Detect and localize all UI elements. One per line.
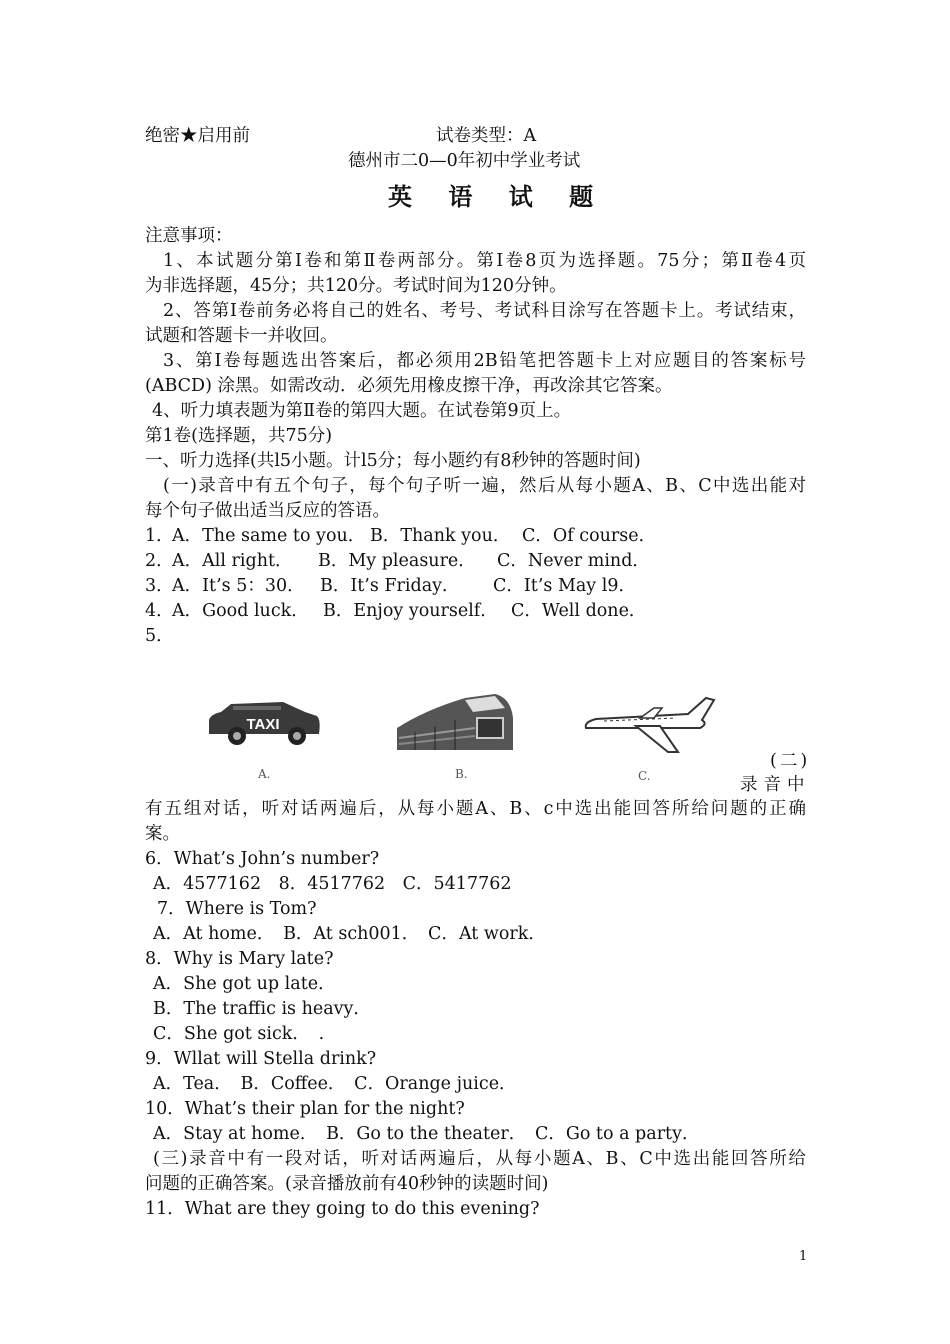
- q1-number: 1．: [145, 526, 174, 546]
- train-picture: [395, 688, 515, 752]
- q8-option-c: C．She got sick． .: [153, 1024, 325, 1044]
- q8-option-b: B．The traffic is heavy．: [153, 999, 371, 1019]
- sub2-label: (二): [770, 751, 811, 771]
- q10-question: 10．What’s their plan for the night?: [145, 1099, 465, 1119]
- part1-heading: 第1卷(选择题，共75分): [145, 426, 333, 446]
- q3-number: 3．: [145, 576, 174, 596]
- sub2-fragment: 录音中: [740, 775, 811, 795]
- q4-option-b: B．Enjoy yourself．: [323, 601, 498, 621]
- q6-options: A．4577162 8．4517762 C．5417762: [153, 874, 512, 894]
- sub1-line-1: (一)录音中有五个句子，每个句子听一遍，然后从每小题A、B、C中选出能对: [163, 476, 806, 496]
- q5-label-a: A.: [258, 767, 271, 781]
- sub1-line-2: 每个句子做出适当反应的答语。: [145, 501, 390, 521]
- q9-options: A．Tea． B．Coffee． C．Orange juice．: [153, 1074, 517, 1094]
- paper-type: 试卷类型：A: [436, 126, 537, 146]
- q4-option-a: A．Good luck．: [172, 601, 309, 621]
- sub3-line-1: (三)录音中有一段对话，听对话两遍后，从每小题A、B、C中选出能回答所给: [153, 1149, 806, 1169]
- notes-heading: 注意事项：: [145, 226, 233, 246]
- q4-option-c: C．Well done．: [511, 601, 647, 621]
- sub2-line-2: 案。: [145, 824, 180, 844]
- q2-option-b: B．My pleasure．: [318, 551, 476, 571]
- q1-option-b: B．Thank you．: [370, 526, 511, 546]
- note-4: 4、听力填表题为第Ⅱ卷的第四大题。在试卷第9页上。: [152, 401, 572, 421]
- q9-question: 9．Wllat will Stella drink?: [145, 1049, 377, 1069]
- page-number: 1: [799, 1249, 808, 1264]
- q8-question: 8．Why is Mary late?: [145, 949, 334, 969]
- sub3-line-2: 问题的正确答案。(录音播放前有40秒钟的读题时间): [145, 1174, 549, 1194]
- airplane-picture: [580, 692, 720, 756]
- exam-name: 德州市二0—0年初中学业考试: [348, 151, 581, 171]
- note-1-line-2: 为非选择题，45分；共120分。考试时间为120分钟。: [145, 276, 567, 296]
- q8-option-a: A．She got up late．: [153, 974, 336, 994]
- section1-heading: 一、听力选择(共l5小题。计l5分；每小题约有8秒钟的答题时间): [145, 451, 641, 471]
- q4-number: 4．: [145, 601, 174, 621]
- q5-number: 5．: [145, 626, 174, 646]
- q3-option-c: C．It’s May l9．: [493, 576, 636, 596]
- note-2-line-2: 试题和答题卡一并收回。: [145, 326, 338, 346]
- q3-option-b: B．It’s Friday．: [320, 576, 460, 596]
- q2-option-c: C．Never mind．: [497, 551, 650, 571]
- q7-question: 7．Where is Tom?: [157, 899, 317, 919]
- q5-label-c: C.: [638, 769, 651, 783]
- q3-option-a: A．It’s 5：30．: [172, 576, 305, 596]
- q2-option-a: A．All right．: [172, 551, 293, 571]
- page-title: 英 语 试 题: [388, 182, 608, 211]
- note-2-line-1: 2、答第Ⅰ卷前务必将自己的姓名、考号、考试科目涂写在答题卡上。考试结束，: [163, 301, 806, 321]
- q2-number: 2．: [145, 551, 174, 571]
- q11-question: 11．What are they going to do this evening?: [145, 1199, 540, 1219]
- note-3-line-1: 3、第Ⅰ卷每题选出答案后，都必须用2B铅笔把答题卡上对应题目的答案标号: [163, 351, 806, 371]
- taxi-picture: [205, 690, 325, 750]
- q6-question: 6．What’s John’s number?: [145, 849, 380, 869]
- q1-option-a: A．The same to you．: [172, 526, 366, 546]
- taxi-sign-text: TAXI: [246, 716, 280, 733]
- q5-label-b: B.: [455, 767, 468, 781]
- q1-option-c: C．Of course．: [522, 526, 657, 546]
- sub2-line-1: 有五组对话，听对话两遍后，从每小题A、B、c中选出能回答所给问题的正确: [145, 799, 806, 819]
- secret-label: 绝密★启用前: [145, 126, 250, 146]
- q10-options: A．Stay at home． B．Go to the theater． C．Go to a party．: [153, 1124, 700, 1144]
- note-3-line-2: (ABCD) 涂黑。如需改动．必须先用橡皮擦干净，再改涂其它答案。: [145, 376, 673, 396]
- note-1-line-1: 1、本试题分第Ⅰ卷和第Ⅱ卷两部分。第Ⅰ卷8页为选择题。75分；第Ⅱ卷4页: [163, 251, 806, 271]
- q7-options: A．At home． B．At sch001． C．At work．: [153, 924, 546, 944]
